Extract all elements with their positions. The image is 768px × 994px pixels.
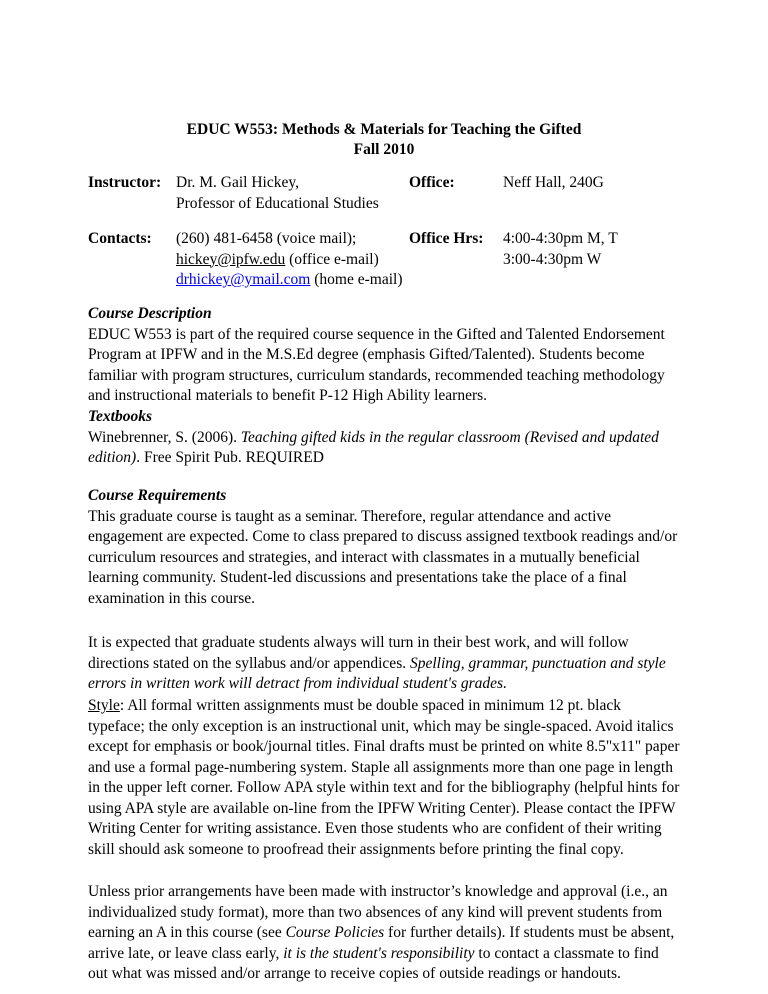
textbook-citation [88,428,680,469]
contacts-label: Contacts: [88,230,152,247]
style-paragraph [88,696,680,860]
instructor-label: Instructor: [88,174,162,191]
office-hours-2: 3:00-4:30pm W [503,250,602,268]
attendance-text-a: Unless prior arrangements have been made with instructor’s knowledge and approval (i.e., an individualized study format), more than two absences of any kind will prevent students from earning an A in this course (see [88,883,668,941]
email-office-line [176,250,402,271]
attendance-text-c: to contact a classmate to find out what was missed and/or arrange to receive copies of outside readings or handouts. [88,944,659,982]
citation-title: Teaching gifted kids in the regular classroom (Revised and updated edition) [88,428,659,466]
attendance-policies-ref: Course Policies [285,924,385,941]
course-title: EDUC W553: Methods & Materials for Teaching the Gifted [186,121,582,138]
attendance-responsibility: it is the student's responsibility [283,944,475,962]
office-hours-1: 4:00-4:30pm M, T [503,230,618,247]
phone: (260) 481-6458 (voice mail); [176,230,357,247]
attendance-paragraph [88,882,680,985]
style-label: Style [88,697,120,714]
textbooks-section [88,407,680,469]
contact-details [176,229,402,291]
style-text: : All formal written assignments must be double spaced in minimum 12 pt. black typeface; the only exception is an instructional unit, which may be single-spaced. Avoid italics except for emphasis or book/journal titles. Final drafts must be printed on white 8.5"x11" paper and use a formal page-numbering system. Staple all assignments more than one page in length in the upper left corner. Follow APA style within text and for the bibliography (helpful hints for using APA style are available on-line from the IPFW Writing Center). Please contact the IPFW Writing Center for writing assistance. Even those students who are confident of their writing skill should ask someone to proofread their assignments before printing the final copy. [88,697,680,858]
instructor-details [176,173,379,214]
expectations-paragraph [88,633,680,695]
office-label: Office: [409,174,455,191]
email-office-note: (office e-mail) [285,250,379,268]
title-block [0,120,768,160]
expectations-text: It is expected that graduate students always will turn in their best work, and will follow directions stated on the syllabus and/or appendices. [88,634,629,672]
office-value: Neff Hall, 240G [503,174,604,191]
course-description-section [88,304,680,407]
instructor-title: Professor of Educational Studies [176,194,379,212]
email-home-note: (home e-mail) [310,271,403,288]
requirements-para-1: This graduate course is taught as a seminar. Therefore, regular attendance and active engagement are expected. Come to class prepared to discuss assigned textbook readings and/or curriculum resources and strategies, and interact with classmates in a mutually beneficial learning community. Student-led discussions and presentations take the place of a final examination in this course. [88,507,678,607]
textbooks-heading: Textbooks [88,408,153,425]
requirements-heading: Course Requirements [88,487,227,504]
requirements-section [88,486,680,609]
office-hours-label: Office Hrs: [409,230,484,247]
citation-rest: . Free Spirit Pub. REQUIRED [136,449,324,466]
citation-author: Winebrenner, S. (2006). [88,428,241,446]
email-office-link[interactable]: hickey@ipfw.edu [176,250,286,268]
attendance-text-b: for further details). If students must be absent, arrive late, or leave class early, [88,924,675,962]
office-hours [503,229,618,270]
instructor-name: Dr. M. Gail Hickey, [176,174,299,191]
email-home-line [176,270,402,291]
course-term: Fall 2010 [353,141,415,158]
course-description-text: EDUC W553 is part of the required course sequence in the Gifted and Talented Endorsement Program at IPFW and in the M.S.Ed degree (emphasis Gifted/Talented). Students become familiar with program structures, curriculum standards, recommended teaching methodology and instructional materials to benefit P-12 High Ability learners. [88,325,665,404]
email-home-link[interactable]: drhickey@ymail.com [176,271,311,288]
expectations-warning: Spelling, grammar, punctuation and style errors in written work will detract from individual student's grades. [88,654,666,692]
course-description-heading: Course Description [88,305,212,322]
